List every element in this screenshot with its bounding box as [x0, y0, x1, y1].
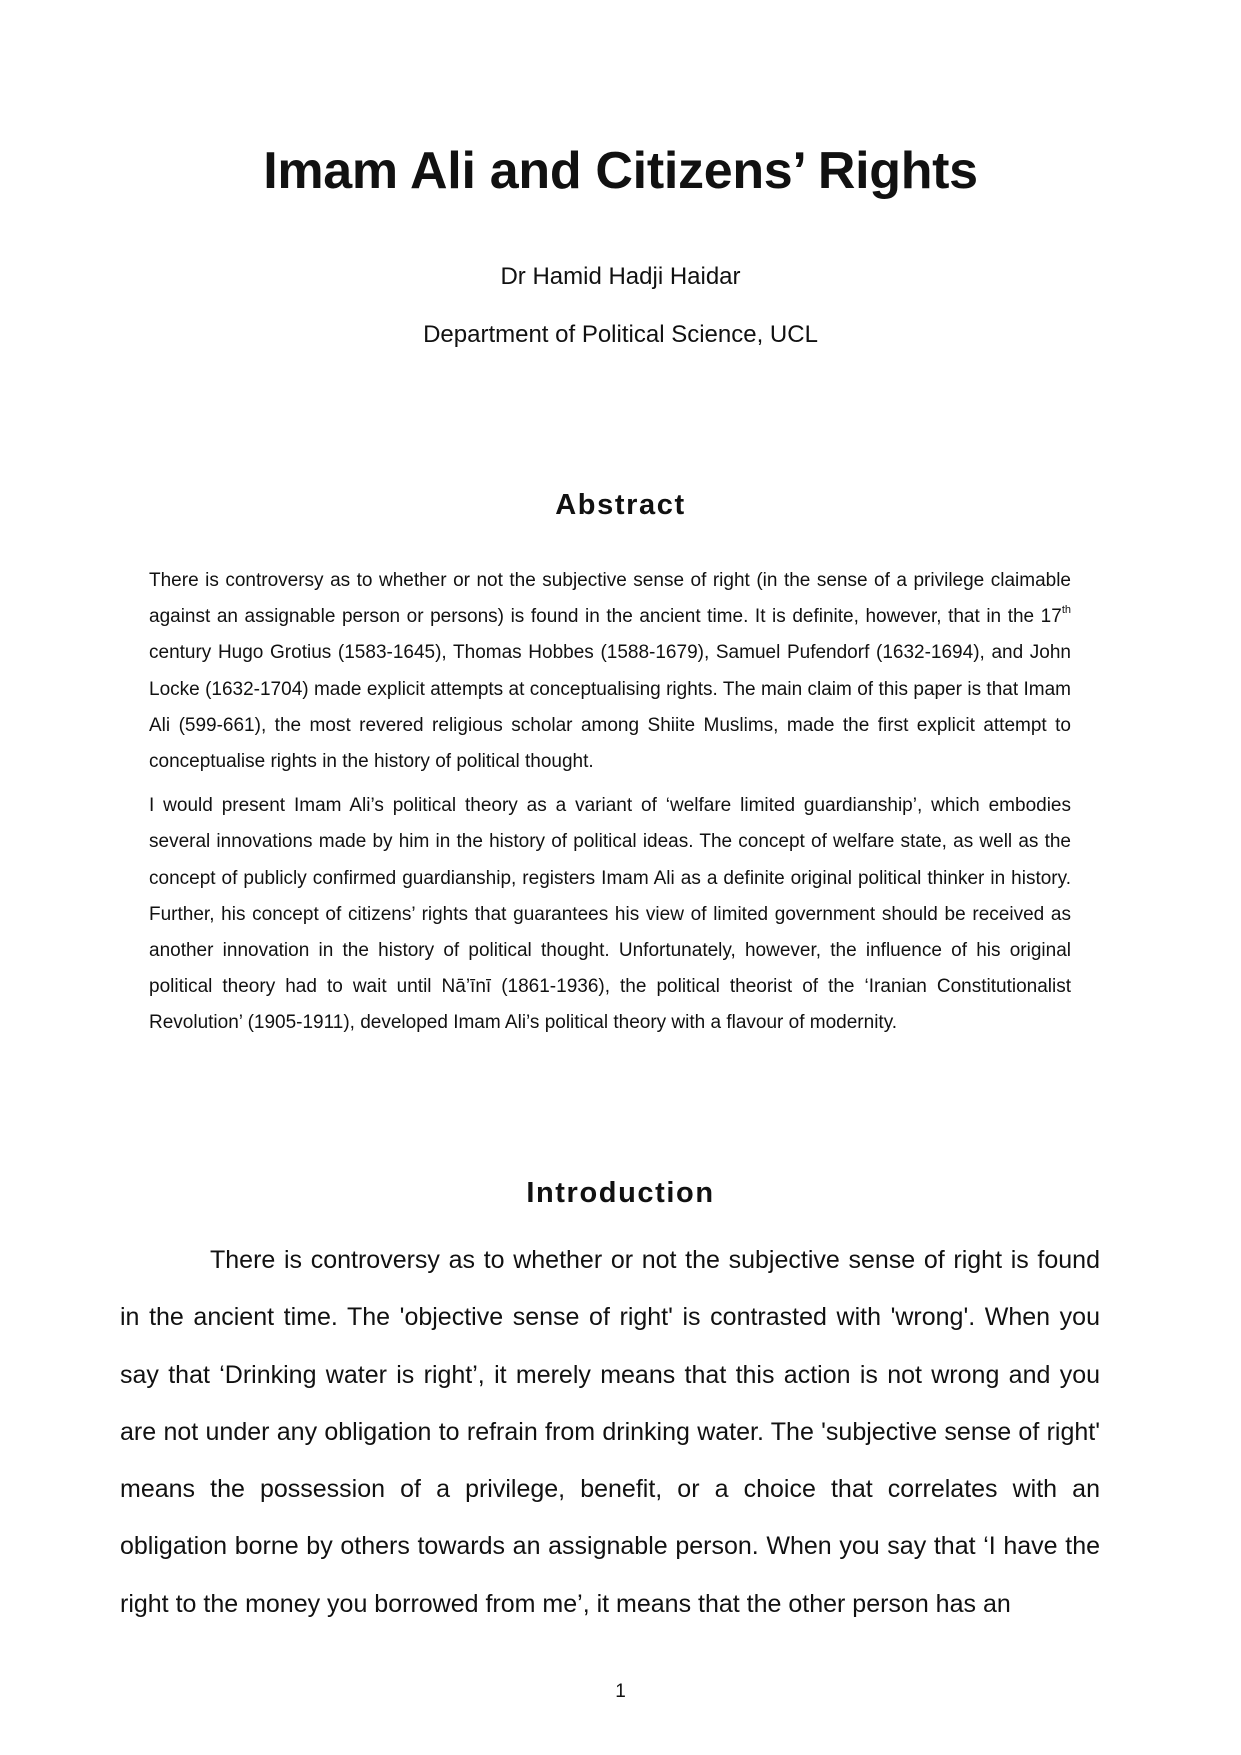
abstract-paragraph-2: I would present Imam Ali’s political theory as a variant of ‘welfare limited guardianship’, which embodies several innovations made by him in the history of political ideas. The concept of welfare state, as well as the concept of publicly confirmed guardianship, registers Imam Ali as a definite original political thinker in history. Further, his concept of citizens’ rights that guarantees his view of limited government should be received as another innovation in the history of political thought. Unfortunately, however, the influence of his original political theory had to wait until Nā’īnī (1861-1936), the political theorist of the ‘Iranian Constitutionalist Revolution’ (1905-1911), developed Imam Ali’s political theory with a flavour of modernity.: [149, 795, 1071, 1034]
abstract-paragraph-1-text-a: There is controversy as to whether or not the subjective sense of right (in the sense of a privilege claimable against an assignable person or persons) is found in the ancient time. It is definite, however, that in the 17: [149, 570, 1071, 628]
abstract-body: [149, 563, 1071, 1050]
introduction-paragraph-1: There is controversy as to whether or not the subjective sense of right is found in the ancient time. The 'objective sense of right' is contrasted with 'wrong'. When you say that ‘Drinking water is right’, it merely means that this action is not wrong and you are not under any obligation to refrain from drinking water. The 'subjective sense of right' means the possession of a privilege, benefit, or a choice that correlates with an obligation borne by others towards an assignable person. When you say that ‘I have the right to the money you borrowed from me’, it means that the other person has an: [120, 1246, 1100, 1618]
abstract-paragraph-1-text-b: century Hugo Grotius (1583-1645), Thomas Hobbes (1588-1679), Samuel Pufendorf (1632-1694), and John Locke (1632-1704) made explicit attempts at conceptualising rights. The main claim of this paper is that Imam Ali (599-661), the most revered religious scholar among Shiite Muslims, made the first explicit attempt to conceptualise rights in the history of political thought.: [149, 642, 1071, 773]
author-affiliation: Department of Political Science, UCL: [423, 321, 818, 348]
author-name: Dr Hamid Hadji Haidar: [500, 263, 741, 290]
introduction-body: [120, 1232, 1100, 1633]
superscript-ordinal: th: [1061, 604, 1071, 617]
page-number: 1: [615, 1681, 626, 1702]
introduction-heading: Introduction: [526, 1177, 715, 1209]
paper-title: Imam Ali and Citizens’ Rights: [263, 142, 978, 200]
abstract-heading: Abstract: [555, 489, 686, 521]
abstract-paragraph-1: [149, 563, 1071, 780]
